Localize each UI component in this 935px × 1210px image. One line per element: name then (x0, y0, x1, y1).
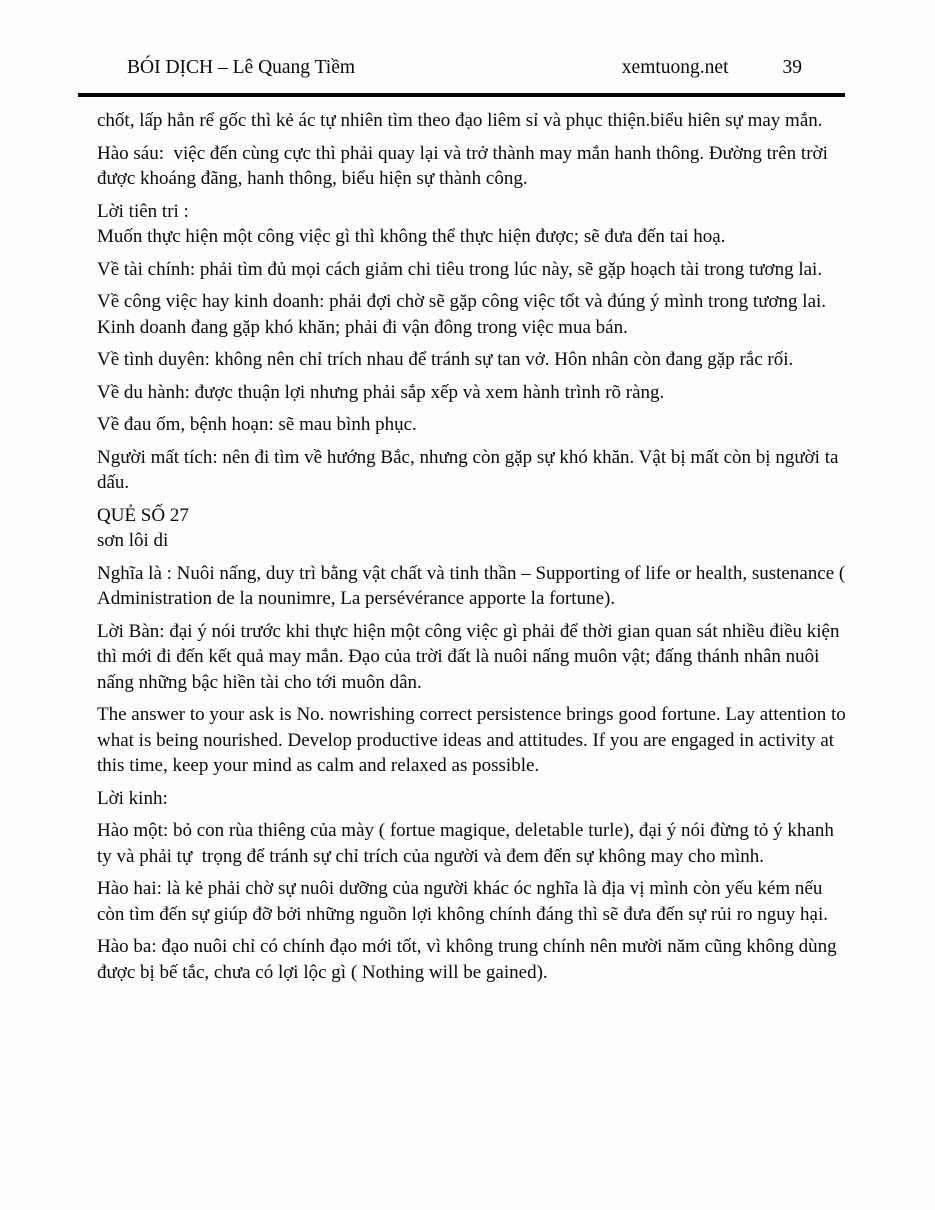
paragraph-chot-continuation: chốt, lấp hẳn rể gốc thì kẻ ác tự nhiên tìm theo đạo liêm sỉ và phục thiện.biểu hiên sự may mắn. (97, 110, 823, 131)
paragraph-nghia-la: Nghĩa là : Nuôi nấng, duy trì bằng vật chất và tinh thần – Supporting of life or health, sustenance ( Administration de la nounimre, La persévérance apporte la fortune). (97, 562, 849, 609)
paragraph-muon-thuc-hien: Muốn thực hiện một công việc gì thì không thể thực hiện được; sẽ đưa đến tai hoạ. (97, 226, 726, 247)
label-loi-tien-tri: Lời tiên tri : (97, 200, 189, 222)
paragraph-hao-mot: Hào một: bỏ con rùa thiêng của mày ( fortue magique, deletable turle), đại ý nói đừng tỏ ý khanh ty và phải tự trọng để tránh sự chỉ trích của người và đem đến sự không may cho mình. (97, 820, 839, 867)
page-body (97, 108, 849, 985)
paragraph-ve-du-hanh: Về du hành: được thuận lợi nhưng phải sắp xếp và xem hành trình rõ ràng. (97, 381, 665, 403)
header-right-group (622, 56, 802, 80)
paragraph-english-answer: The answer to your ask is No. nowrishing correct persistence brings good fortune. Lay attention to what is being nourished. Develop productive ideas and attitudes. If you are engaged in activity at this time, keep your mind as calm and relaxed as possible. (97, 704, 851, 776)
page-header (127, 56, 802, 80)
book-title: BÓI DỊCH – Lê Quang Tiềm (127, 57, 356, 78)
paragraph-ve-tai-chinh: Về tài chính: phải tìm đủ mọi cách giảm chi tiêu trong lúc này, sẽ gặp hoạch tài trong tương lai. (97, 258, 823, 280)
paragraph-nguoi-mat-tich: Người mất tích: nên đi tìm về hướng Bắc, nhưng còn gặp sự khó khăn. Vật bị mất còn bị người ta dấu. (97, 446, 844, 493)
paragraph-hao-sau: Hào sáu: việc đến cùng cực thì phải quay lại và trở thành may mắn hanh thông. Đường trên trời được khoáng đãng, hanh thông, biểu hiện sự thành công. (97, 142, 833, 189)
paragraph-ve-cong-viec: Về công việc hay kinh doanh: phải đợi chờ sẽ gặp công việc tốt và đúng ý mình trong tương lai. Kinh doanh đang gặp khó khăn; phải đi vận đông trong việc mua bán. (97, 291, 831, 338)
subheading-son-loi-di: sơn lôi di (97, 530, 169, 551)
header-divider (78, 93, 845, 97)
page-number: 39 (782, 57, 802, 78)
heading-que-so-27: QUẺ SỐ 27 (97, 504, 189, 526)
paragraph-ve-tinh-duyen: Về tình duyên: không nên chỉ trích nhau để tránh sự tan vở. Hôn nhân còn đang gặp rắc rối. (97, 349, 794, 370)
paragraph-loi-ban: Lời Bàn: đại ý nói trước khi thực hiện một công việc gì phải để thời gian quan sát nhiều điều kiện thì mới đi đến kết quả may mắn. Đạo của trời đất là nuôi nấng muôn vật; đấng thánh nhân nuôi nấng những bậc hiền tài cho tới muôn dân. (97, 620, 845, 693)
label-loi-kinh: Lời kinh: (97, 787, 168, 809)
paragraph-ve-dau-om: Về đau ốm, bệnh hoạn: sẽ mau bình phục. (97, 414, 417, 435)
paragraph-hao-ba: Hào ba: đạo nuôi chỉ có chính đạo mới tốt, vì không trung chính nên mười năm cũng không dùng được bị bế tắc, chưa có lợi lộc gì ( Nothing will be gained). (97, 936, 842, 983)
paragraph-hao-hai: Hào hai: là kẻ phải chờ sự nuôi dưỡng của người khác óc nghĩa là địa vị mình còn yếu kém nếu còn tìm đến sự giúp đỡ bởi những nguồn lợi không chính đáng thì sẽ đưa đến sự rủi ro nguy hại. (97, 878, 828, 925)
site-label: xemtuong.net (621, 57, 729, 78)
